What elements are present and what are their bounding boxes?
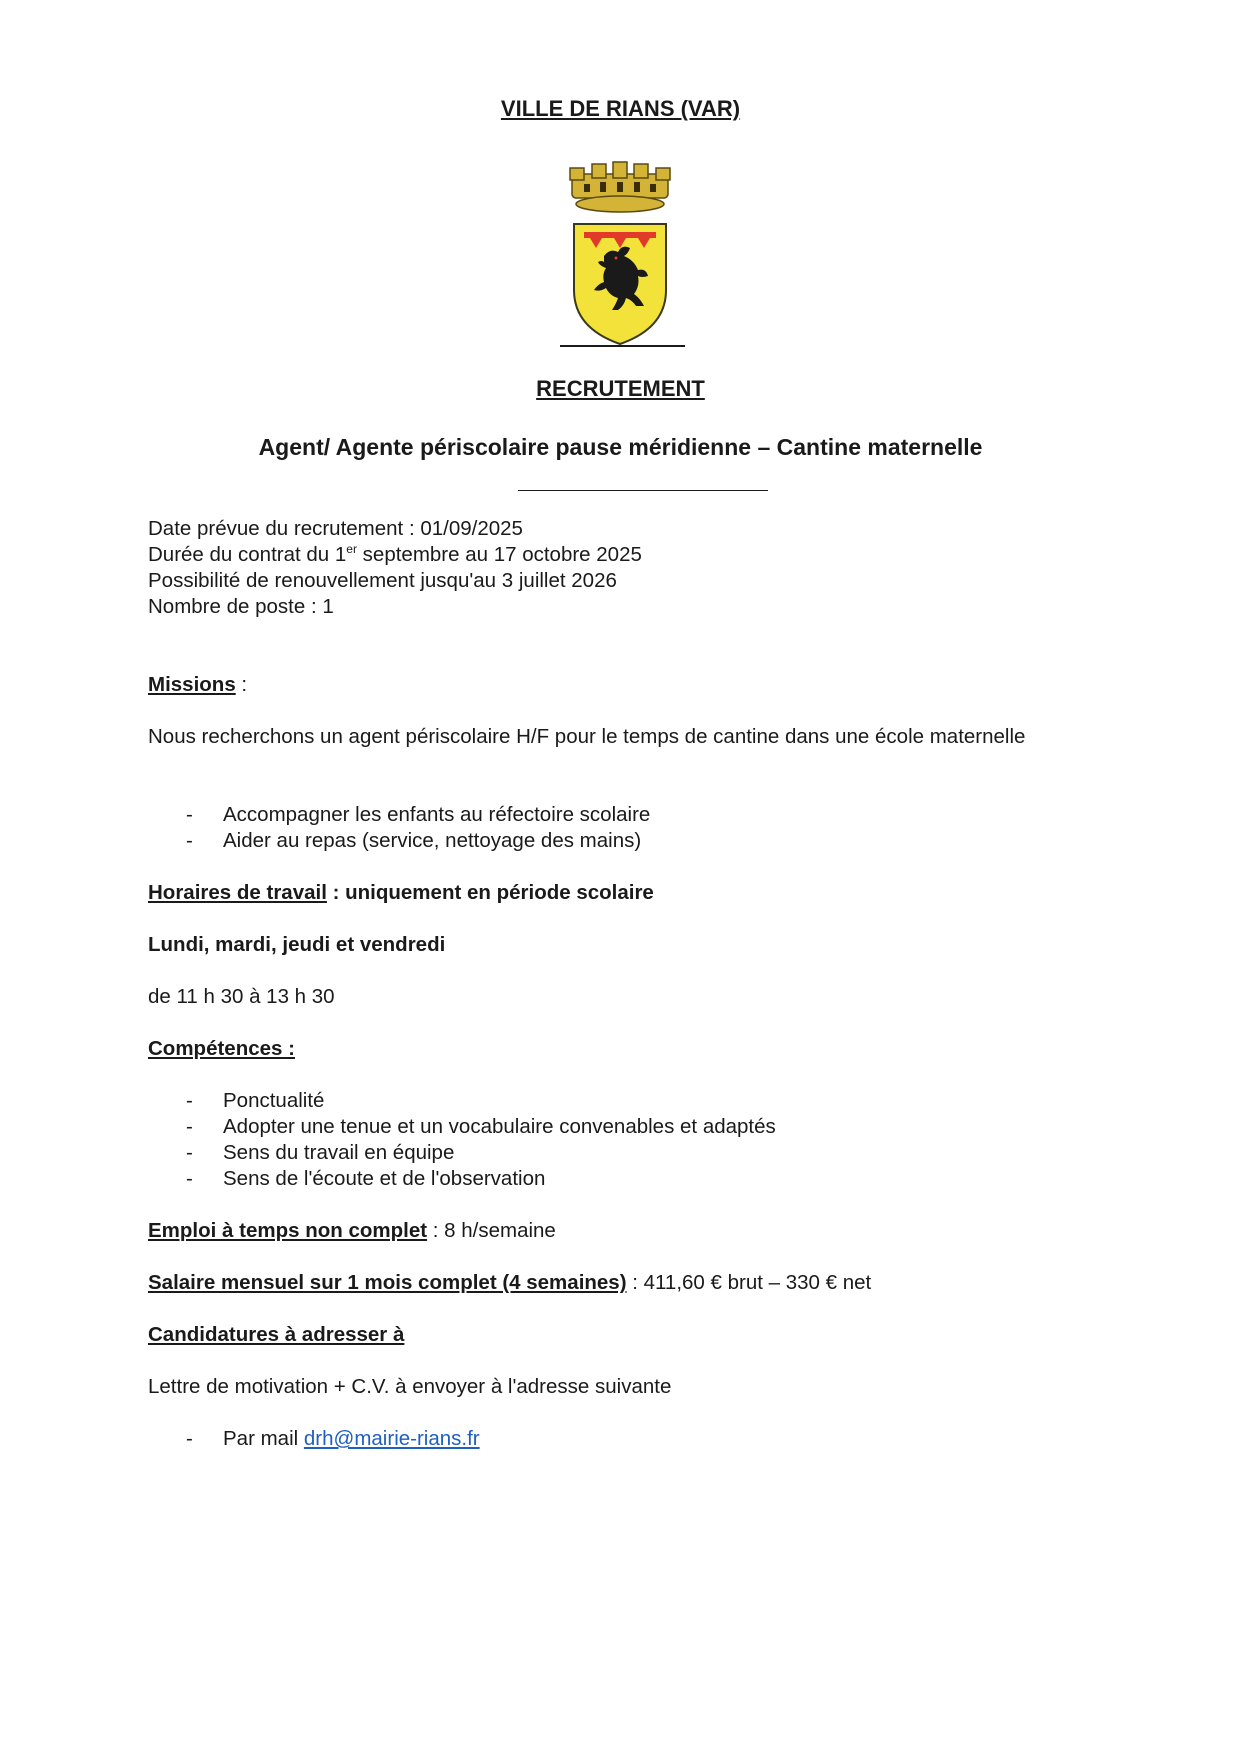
list-item: Ponctualité (223, 1089, 325, 1112)
info-renewal: Possibilité de renouvellement jusqu'au 3 juillet 2026 (148, 569, 617, 592)
coat-of-arms-icon (560, 160, 680, 350)
bullet-dash: - (186, 1167, 193, 1190)
info-positions: Nombre de poste : 1 (148, 595, 334, 618)
horaires-heading: Horaires de travail : uniquement en période scolaire (148, 881, 654, 904)
email-link[interactable]: drh@mairie-rians.fr (303, 1427, 480, 1450)
bullet-dash: - (186, 1427, 193, 1450)
work-days: Lundi, mardi, jeudi et vendredi (148, 933, 446, 956)
divider (518, 490, 768, 491)
mail-line: Par mail drh@mairie-rians.fr (223, 1427, 480, 1450)
missions-heading: Missions : (148, 673, 248, 696)
competences-heading: Compétences : (148, 1037, 295, 1060)
town-title: VILLE DE RIANS (VAR) (500, 96, 741, 121)
emploi-line: Emploi à temps non complet : 8 h/semaine (148, 1219, 556, 1242)
bullet-dash: - (186, 829, 193, 852)
bullet-dash: - (186, 1115, 193, 1138)
bullet-dash: - (186, 1141, 193, 1164)
recruitment-heading: RECRUTEMENT (536, 376, 705, 401)
list-item: Aider au repas (service, nettoyage des mains) (223, 829, 642, 852)
list-item: Sens du travail en équipe (223, 1141, 455, 1164)
job-title: Agent/ Agente périscolaire pause méridienne – Cantine maternelle (258, 434, 983, 460)
list-item: Adopter une tenue et un vocabulaire convenables et adaptés (223, 1115, 776, 1138)
candidatures-text: Lettre de motivation + C.V. à envoyer à l'adresse suivante (148, 1375, 672, 1398)
info-duration: Durée du contrat du 1er septembre au 17 octobre 2025 (148, 542, 642, 566)
bullet-dash: - (186, 803, 193, 826)
missions-intro: Nous recherchons un agent périscolaire H/F pour le temps de cantine dans une école maternelle (148, 725, 1026, 748)
list-item: Sens de l'écoute et de l'observation (223, 1167, 546, 1190)
list-item: Accompagner les enfants au réfectoire scolaire (223, 803, 651, 826)
salaire-line: Salaire mensuel sur 1 mois complet (4 semaines) : 411,60 € brut – 330 € net (148, 1271, 872, 1294)
bullet-dash: - (186, 1089, 193, 1112)
info-date: Date prévue du recrutement : 01/09/2025 (148, 517, 523, 540)
work-hours: de 11 h 30 à 13 h 30 (148, 985, 335, 1008)
candidatures-heading: Candidatures à adresser à (148, 1323, 405, 1346)
divider (560, 345, 685, 347)
